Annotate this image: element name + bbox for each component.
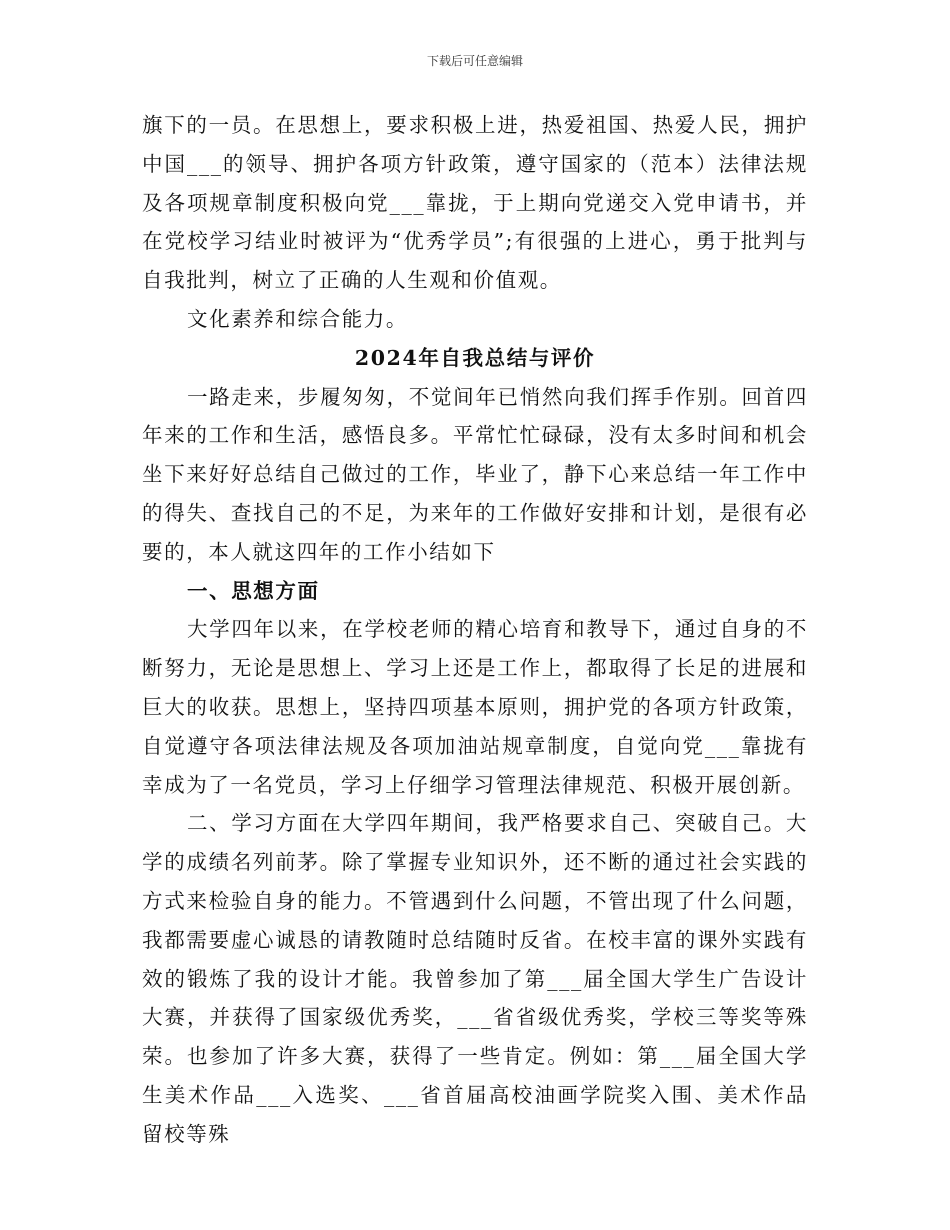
paragraph-study: 二、学习方面在大学四年期间，我严格要求自己、突破自己。大学的成绩名列前茅。除了掌握专业知识外，还不断的通过社会实践的方式来检验自身的能力。不管遇到什么问题，不管出现了什么问题，我都需要虚心诚恳的请教随时总结随时反省。在校丰富的课外实践有效的锻炼了我的设计才能。我曾参加了第___届全国大学生广告设计大赛，并获得了国家级优秀奖，___省省级优秀奖，学校三等奖等殊荣。也参加了许多大赛，获得了一些肯定。例如：第___届全国大学生美术作品___入选奖、___省首届高校油画学院奖入围、美术作品留校等殊 — [142, 811, 808, 1146]
document-title: 2024年自我总结与评价 — [354, 345, 596, 370]
page-header: 下载后可任意编辑 — [426, 54, 523, 68]
paragraph-party-membership: 旗下的一员。在思想上，要求积极上进，热爱祖国、热爱人民，拥护中国___的领导、拥护各项方针政策，遵守国家的（范本）法律法规及各项规章制度积极向党___靠拢，于上期向党递交入党申请书，并在党校学习结业时被评为“优秀学员”;有很强的上进心，勇于批判与自我批判，树立了正确的人生观和价值观。 — [142, 113, 808, 293]
document-body — [142, 106, 808, 1154]
paragraph-intro: 一路走来，步履匆匆，不觉间年已悄然向我们挥手作别。回首四年来的工作和生活，感悟良多。平常忙忙碌碌，没有太多时间和机会坐下来好好总结自己做过的工作，毕业了，静下心来总结一年工作中的得失、查找自己的不足，为来年的工作做好安排和计划，是很有必要的，本人就这四年的工作小结如下 — [142, 384, 808, 564]
paragraph-culture: 文化素养和综合能力。 — [187, 306, 408, 331]
section-heading-thought: 一、思想方面 — [187, 578, 320, 603]
paragraph-thought: 大学四年以来，在学校老师的精心培育和教导下，通过自身的不断努力，无论是思想上、学习上还是工作上，都取得了长足的进展和巨大的收获。思想上，坚持四项基本原则，拥护党的各项方针政策，自觉遵守各项法律法规及各项加油站规章制度，自觉向党___靠拢有幸成为了一名党员，学习上仔细学习管理法律规范、积极开展创新。 — [142, 617, 808, 797]
